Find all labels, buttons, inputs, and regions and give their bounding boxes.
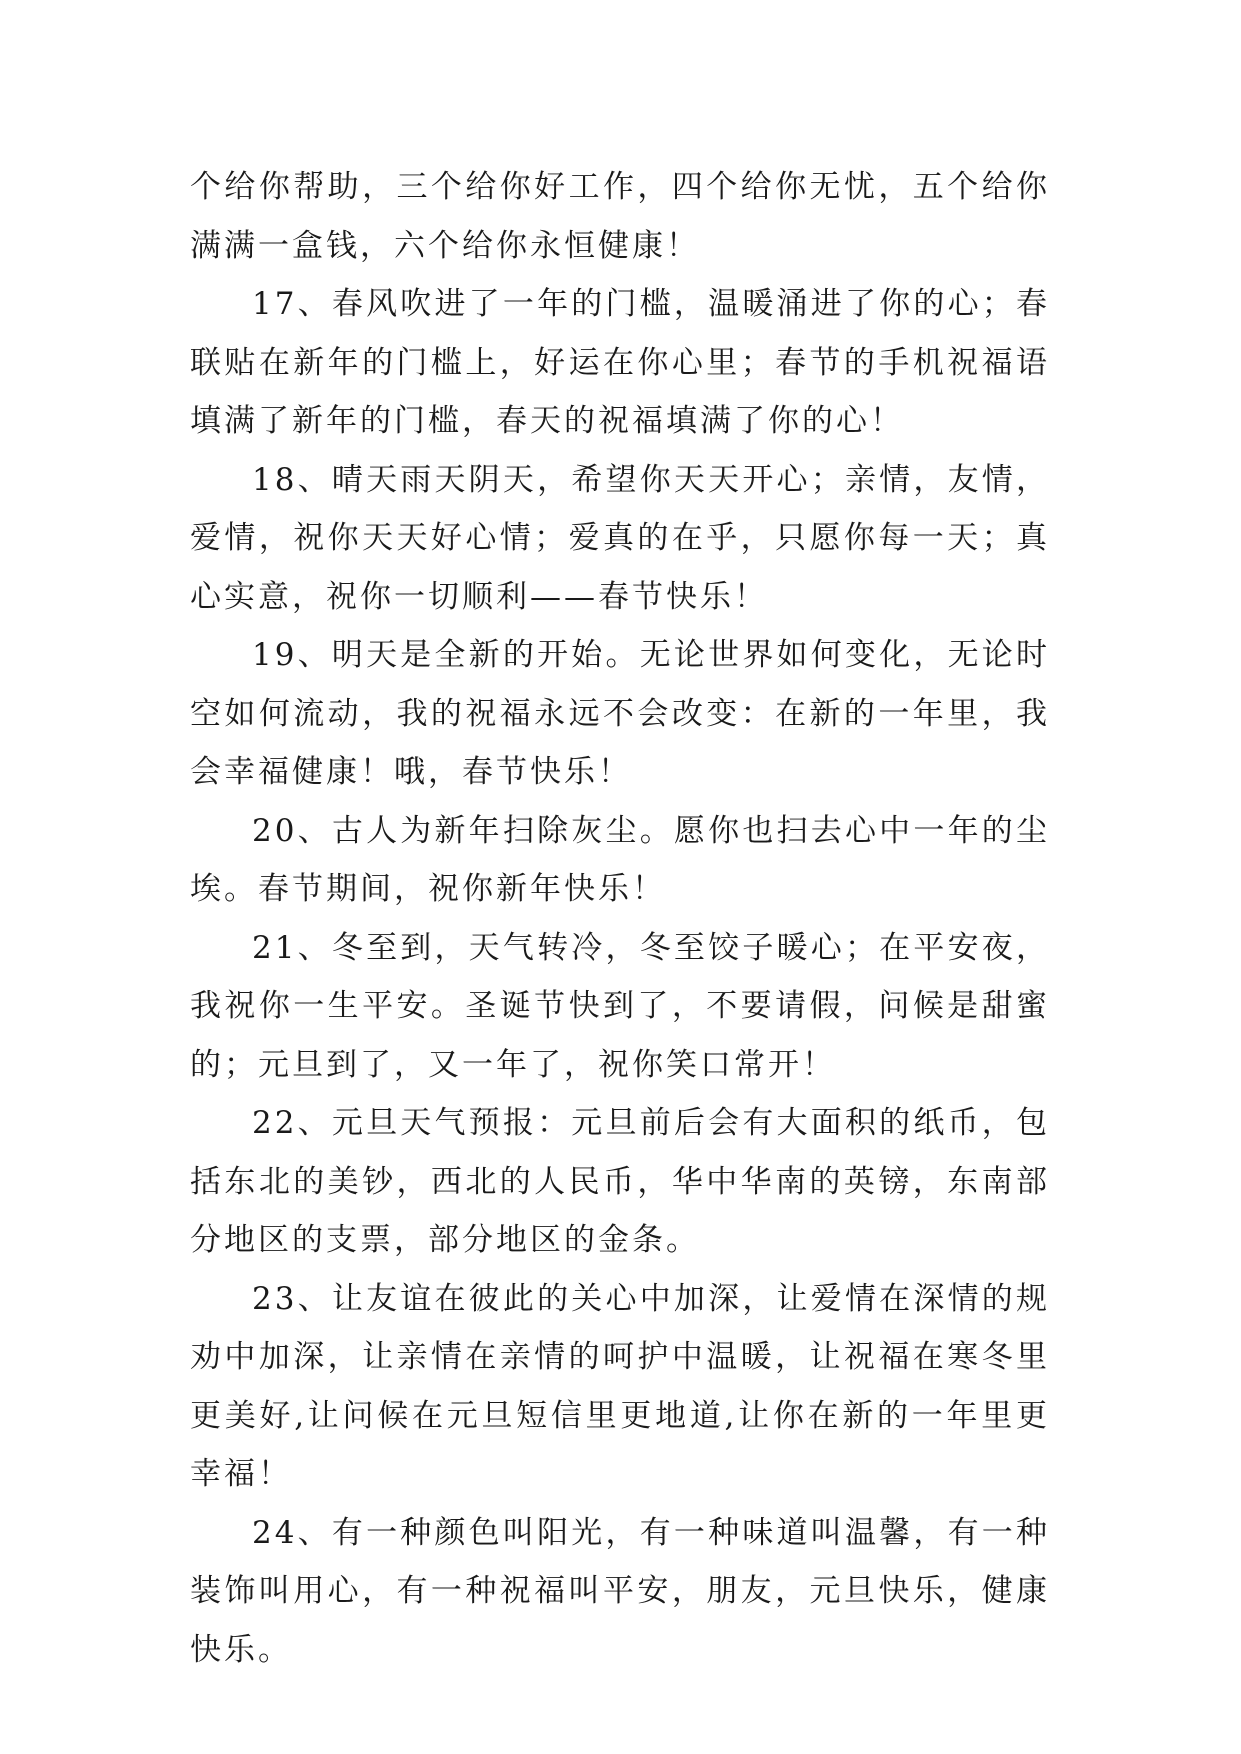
paragraph-20: 20、古人为新年扫除灰尘。愿你也扫去心中一年的尘埃。春节期间，祝你新年快乐！ xyxy=(190,812,1050,907)
paragraph-21: 21、冬至到，天气转冷，冬至饺子暖心；在平安夜，我祝你一生平安。圣诞节快到了，不要请假，问候是甜蜜的；元旦到了，又一年了，祝你笑口常开！ xyxy=(190,929,1050,1083)
paragraph-continuation: 个给你帮助，三个给你好工作，四个给你无忧，五个给你满满一盒钱，六个给你永恒健康！ xyxy=(190,169,1050,264)
paragraph-18: 18、晴天雨天阴天，希望你天天开心；亲情，友情，爱情，祝你天天好心情；爱真的在乎，只愿你每一天；真心实意，祝你一切顺利——春节快乐！ xyxy=(190,461,1050,615)
paragraph-22: 22、元旦天气预报：元旦前后会有大面积的纸币，包括东北的美钞，西北的人民币，华中华南的英镑，东南部分地区的支票，部分地区的金条。 xyxy=(190,1105,1050,1258)
document-body xyxy=(190,158,1050,1679)
paragraph-23: 23、让友谊在彼此的关心中加深，让爱情在深情的规劝中加深，让亲情在亲情的呵护中温暖，让祝福在寒冬里更美好,让问候在元旦短信里更地道,让你在新的一年里更幸福！ xyxy=(190,1280,1050,1492)
paragraph-17: 17、春风吹进了一年的门槛，温暖涌进了你的心；春联贴在新年的门槛上，好运在你心里；春节的手机祝福语填满了新年的门槛，春天的祝福填满了你的心！ xyxy=(190,286,1050,439)
paragraph-19: 19、明天是全新的开始。无论世界如何变化，无论时空如何流动，我的祝福永远不会改变：在新的一年里，我会幸福健康！哦，春节快乐！ xyxy=(190,637,1050,790)
paragraph-24: 24、有一种颜色叫阳光，有一种味道叫温馨，有一种装饰叫用心，有一种祝福叫平安，朋友，元旦快乐，健康快乐。 xyxy=(190,1514,1050,1668)
